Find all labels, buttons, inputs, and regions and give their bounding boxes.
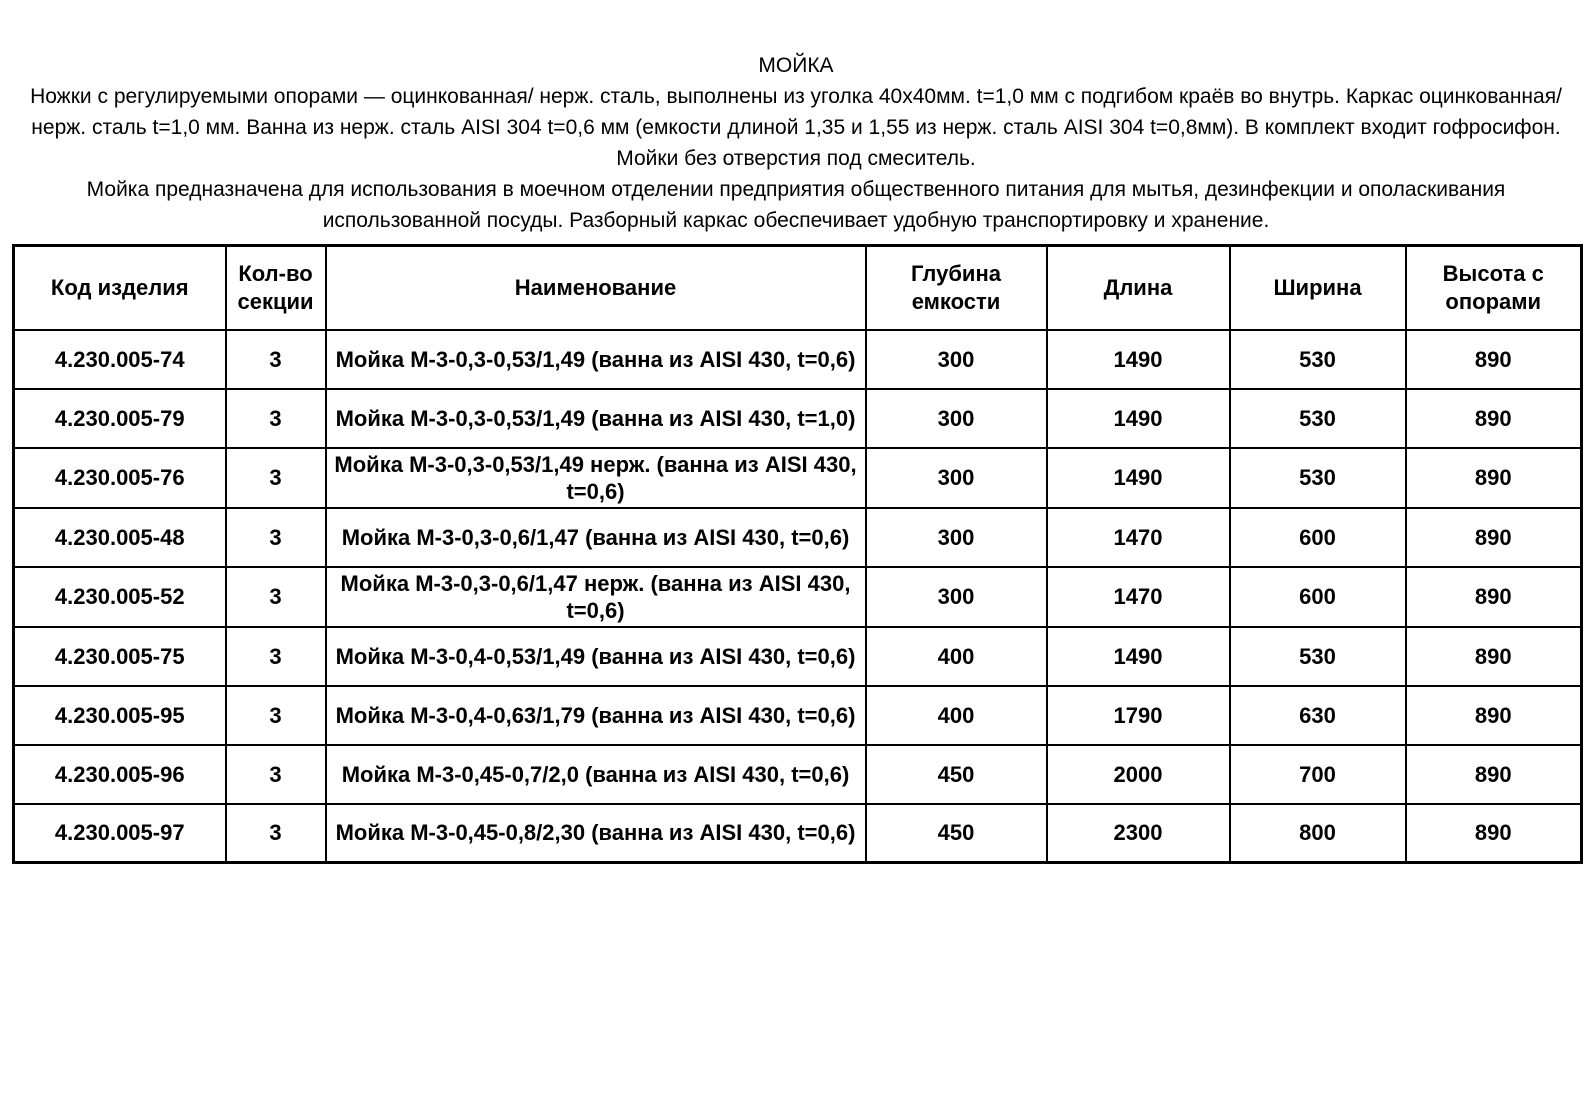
- product-name-cell: Мойка М-3-0,3-0,6/1,47 (ванна из AISI 430, t=0,6): [326, 508, 866, 567]
- table-row: [14, 804, 1582, 863]
- product-code-cell: 4.230.005-95: [14, 686, 226, 745]
- bowl-depth-cell: 300: [866, 448, 1047, 508]
- length-cell: 2000: [1047, 745, 1230, 804]
- sections-count-cell: 3: [226, 508, 326, 567]
- product-name-cell: Мойка М-3-0,3-0,53/1,49 (ванна из AISI 430, t=0,6): [326, 330, 866, 389]
- height-cell: 890: [1406, 448, 1582, 508]
- length-cell: 2300: [1047, 804, 1230, 863]
- column-header-height-with-legs: Высота с опорами: [1406, 246, 1582, 330]
- product-code-cell: 4.230.005-79: [14, 389, 226, 448]
- table-row: [14, 389, 1582, 448]
- product-code-cell: 4.230.005-75: [14, 627, 226, 686]
- height-cell: 890: [1406, 389, 1582, 448]
- product-name-cell: Мойка М-3-0,3-0,53/1,49 (ванна из AISI 430, t=1,0): [326, 389, 866, 448]
- product-name-cell: Мойка М-3-0,3-0,53/1,49 нерж. (ванна из AISI 430, t=0,6): [326, 448, 866, 508]
- sections-count-cell: 3: [226, 448, 326, 508]
- column-header-sections-count: Кол-во секции: [226, 246, 326, 330]
- product-code-cell: 4.230.005-74: [14, 330, 226, 389]
- length-cell: 1470: [1047, 508, 1230, 567]
- products-table: [12, 244, 1583, 864]
- sections-count-cell: 3: [226, 330, 326, 389]
- width-cell: 800: [1230, 804, 1406, 863]
- table-body: [14, 330, 1582, 863]
- width-cell: 600: [1230, 567, 1406, 627]
- width-cell: 630: [1230, 686, 1406, 745]
- length-cell: 1490: [1047, 389, 1230, 448]
- height-cell: 890: [1406, 330, 1582, 389]
- width-cell: 700: [1230, 745, 1406, 804]
- sections-count-cell: 3: [226, 389, 326, 448]
- bowl-depth-cell: 300: [866, 330, 1047, 389]
- height-cell: 890: [1406, 508, 1582, 567]
- bowl-depth-cell: 300: [866, 508, 1047, 567]
- height-cell: 890: [1406, 627, 1582, 686]
- length-cell: 1790: [1047, 686, 1230, 745]
- table-row: [14, 567, 1582, 627]
- height-cell: 890: [1406, 686, 1582, 745]
- product-name-cell: Мойка М-3-0,4-0,53/1,49 (ванна из AISI 430, t=0,6): [326, 627, 866, 686]
- bowl-depth-cell: 400: [866, 686, 1047, 745]
- product-code-cell: 4.230.005-96: [14, 745, 226, 804]
- length-cell: 1490: [1047, 448, 1230, 508]
- page-title: МОЙКА: [758, 54, 834, 77]
- sections-count-cell: 3: [226, 627, 326, 686]
- table-row: [14, 627, 1582, 686]
- table-row: [14, 686, 1582, 745]
- product-name-cell: Мойка М-3-0,3-0,6/1,47 нерж. (ванна из AISI 430, t=0,6): [326, 567, 866, 627]
- product-code-cell: 4.230.005-52: [14, 567, 226, 627]
- product-code-cell: 4.230.005-48: [14, 508, 226, 567]
- bowl-depth-cell: 300: [866, 567, 1047, 627]
- column-header-width: Ширина: [1230, 246, 1406, 330]
- description-paragraph-2: Мойка предназначена для использования в моечном отделении предприятия общественного питания для мытья, дезинфекции и ополаскивания использованной посуды. Разборный каркас обеспечивает удобную транспортировку и хранение.: [86, 178, 1506, 232]
- table-header-row: [14, 246, 1582, 330]
- bowl-depth-cell: 400: [866, 627, 1047, 686]
- length-cell: 1470: [1047, 567, 1230, 627]
- column-header-bowl-depth: Глубина емкости: [866, 246, 1047, 330]
- product-code-cell: 4.230.005-76: [14, 448, 226, 508]
- table-row: [14, 745, 1582, 804]
- column-header-length: Длина: [1047, 246, 1230, 330]
- product-code-cell: 4.230.005-97: [14, 804, 226, 863]
- sections-count-cell: 3: [226, 745, 326, 804]
- sections-count-cell: 3: [226, 686, 326, 745]
- height-cell: 890: [1406, 567, 1582, 627]
- sections-count-cell: 3: [226, 567, 326, 627]
- width-cell: 530: [1230, 627, 1406, 686]
- product-name-cell: Мойка М-3-0,4-0,63/1,79 (ванна из AISI 430, t=0,6): [326, 686, 866, 745]
- width-cell: 530: [1230, 389, 1406, 448]
- length-cell: 1490: [1047, 627, 1230, 686]
- bowl-depth-cell: 450: [866, 804, 1047, 863]
- height-cell: 890: [1406, 745, 1582, 804]
- bowl-depth-cell: 450: [866, 745, 1047, 804]
- bowl-depth-cell: 300: [866, 389, 1047, 448]
- table-row: [14, 330, 1582, 389]
- height-cell: 890: [1406, 804, 1582, 863]
- description-paragraph-1: Ножки с регулируемыми опорами — оцинкованная/ нерж. сталь, выполнены из уголка 40х40мм. t=1,0 мм с подгибом краёв во внутрь. Каркас оцинкованная/ нерж. сталь t=1,0 мм. Ванна из нерж. сталь AISI 304 t=0,6 мм (емкости длиной 1,35 и 1,55 из нерж. сталь AISI 304 t=0,8мм). В комплект входит гофросифон. Мойки без отверстия под смеситель.: [30, 85, 1562, 170]
- width-cell: 600: [1230, 508, 1406, 567]
- sections-count-cell: 3: [226, 804, 326, 863]
- column-header-product-name: Наименование: [326, 246, 866, 330]
- table-row: [14, 508, 1582, 567]
- width-cell: 530: [1230, 330, 1406, 389]
- table-row: [14, 448, 1582, 508]
- column-header-product-code: Код изделия: [14, 246, 226, 330]
- width-cell: 530: [1230, 448, 1406, 508]
- product-name-cell: Мойка М-3-0,45-0,7/2,0 (ванна из AISI 430, t=0,6): [326, 745, 866, 804]
- product-name-cell: Мойка М-3-0,45-0,8/2,30 (ванна из AISI 430, t=0,6): [326, 804, 866, 863]
- length-cell: 1490: [1047, 330, 1230, 389]
